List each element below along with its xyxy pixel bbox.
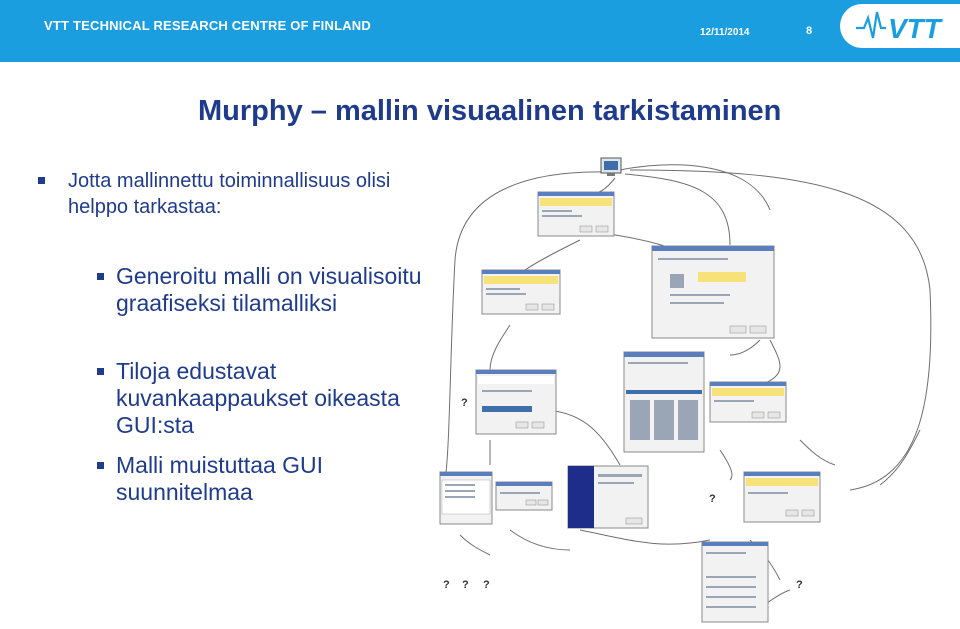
state-screenshot-3: [652, 246, 774, 338]
unknown-state-5: ?: [483, 579, 490, 591]
bullet-square-icon: [38, 177, 45, 184]
bullet-main-text: Jotta mallinnettu toiminnallisuus olisi helppo tarkastaa:: [68, 170, 391, 218]
unknown-state-3: ?: [443, 579, 450, 591]
state-screenshot-11: [702, 542, 768, 622]
state-screenshot-7: [440, 472, 492, 524]
slide-title: Murphy – mallin visuaalinen tarkistaminen: [198, 95, 782, 127]
state-screenshot-6: [710, 382, 786, 422]
bullet-sub-3: [98, 452, 438, 506]
state-screenshot-5: [624, 352, 704, 452]
header-bar: [0, 0, 960, 62]
start-state-monitor-icon: [601, 158, 621, 176]
bullet-sub-1: [98, 263, 438, 317]
state-screenshot-1: [538, 192, 614, 236]
bullet-main: [54, 168, 434, 220]
state-model-diagram: [430, 150, 956, 625]
bullet-square-icon: [97, 368, 104, 375]
vtt-logo: [840, 4, 960, 48]
unknown-state-6: ?: [796, 579, 803, 591]
bullet-square-icon: [97, 462, 104, 469]
unknown-state-2: ?: [709, 493, 716, 505]
svg-text:VTT: VTT: [888, 13, 941, 44]
organization-name: VTT TECHNICAL RESEARCH CENTRE OF FINLAND: [44, 18, 371, 33]
state-screenshot-2: [482, 270, 560, 314]
state-screenshot-10: [744, 472, 820, 522]
bullet-square-icon: [97, 273, 104, 280]
bullet-sub-1-text: Generoitu malli on visualisoitu graafiseksi tilamalliksi: [116, 263, 422, 316]
bullet-sub-2-text: Tiloja edustavat kuvankaappaukset oikeasta GUI:sta: [116, 358, 400, 438]
bullet-sub-3-text: Malli muistuttaa GUI suunnitelmaa: [116, 452, 324, 505]
state-screenshot-9: [568, 466, 648, 528]
state-screenshot-8: [496, 482, 552, 510]
unknown-state-4: ?: [462, 579, 469, 591]
bullet-sub-2: [98, 358, 438, 439]
slide-date: 12/11/2014: [700, 27, 750, 38]
page-number: 8: [806, 25, 813, 37]
unknown-state-1: ?: [461, 397, 468, 409]
vtt-logo-icon: [854, 8, 954, 44]
state-screenshot-4: [476, 370, 556, 434]
